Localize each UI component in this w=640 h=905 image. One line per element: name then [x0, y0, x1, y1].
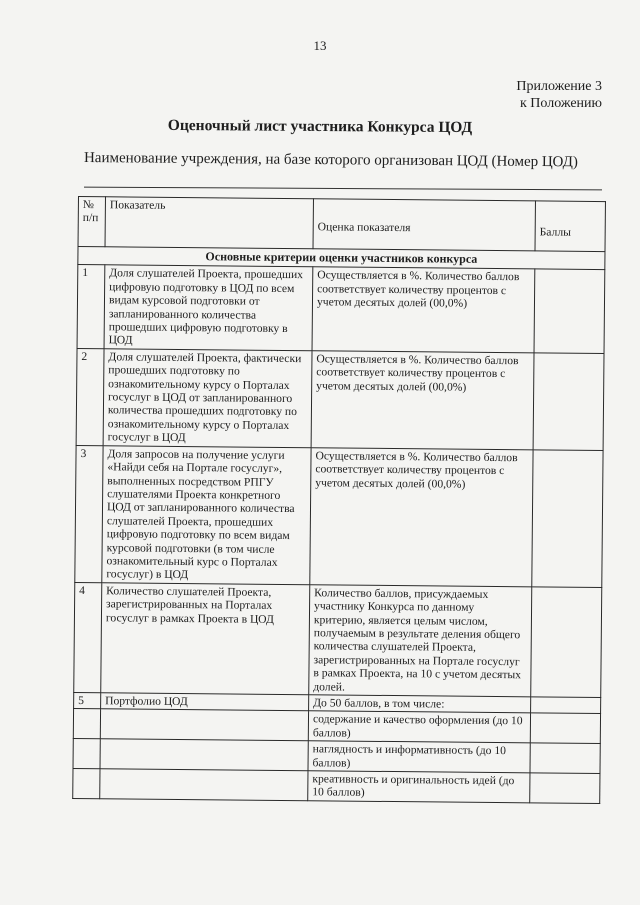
- evaluation-table: [72, 196, 606, 804]
- evaluation-table-wrapper: [72, 196, 605, 804]
- subrow-points: [530, 713, 600, 743]
- subrow-indicator: [100, 769, 308, 801]
- institution-label: Наименование учреждения, на базе которого организован ЦОД (Номер ЦОД): [83, 150, 578, 171]
- row-estimation: Осуществляется в %. Количество баллов соответствует количеству процентов с учетом десятых долей (00,0%): [311, 351, 534, 450]
- row-points: [532, 450, 603, 588]
- row-points: [531, 587, 602, 698]
- subrow-indicator: [100, 739, 308, 771]
- appendix-line-1: Приложение 3: [516, 79, 602, 94]
- header-estimation: Оценка показателя: [313, 199, 535, 251]
- table-header-row: [78, 197, 605, 252]
- row-indicator: Доля слушателей Проекта, фактически прошедших подготовку по ознакомительному курсу о Порталах госуслуг в ЦОД от запланированного количества прошедших подготовку по ознакомительному курсу о Порталах госуслуг в ЦОД: [103, 349, 312, 448]
- subrow-num: [73, 769, 100, 799]
- row-points: [531, 697, 601, 714]
- section-title: Основные критерии оценки участников конкурса: [78, 247, 605, 270]
- appendix-line-2: к Положению: [519, 96, 602, 111]
- row-indicator: Доля слушателей Проекта, прошедших цифровую подготовку в ЦОД по всем видам курсовой подготовки от запланированного количества прошедших цифровую подготовку в ЦОД: [104, 265, 313, 350]
- table-row: [75, 445, 603, 587]
- row-points: [533, 353, 604, 451]
- table-row: [77, 265, 605, 353]
- subrow-num: [73, 709, 100, 739]
- subrow-points: [530, 743, 600, 773]
- document-title: Оценочный лист участника Конкурса ЦОД: [167, 116, 473, 137]
- row-indicator: Количество слушателей Проекта, зарегистрированных на Порталах госуслуг в рамках Проекта в ЦОД: [101, 582, 310, 694]
- subrow-estimation: креативность и оригинальность идей (до 10 баллов): [308, 771, 530, 803]
- page-number: 13: [313, 38, 327, 53]
- header-points: Баллы: [535, 201, 605, 252]
- row-estimation: Количество баллов, присуждаемых участнику Конкурса по данному критерию, является целым числом, получаемым в результате деления общего количества слушателей Проекта, зарегистрированных на Портале госуслуг в рамках Проекта, на 10 с учетом десятых долей.: [309, 584, 532, 696]
- subrow-indicator: [100, 709, 308, 741]
- row-indicator: Доля запросов на получение услуги «Найди себя на Портале госуслуг», выполненных посредством РПГУ слушателями Проекта конкретного ЦОД от запланированного количества слушателей Проекта, прошедших цифровую подготовку по всем видам курсовой подготовки (в том числе ознакомительный курс о Порталах госуслуг) в ЦОД: [102, 445, 311, 584]
- subrow-estimation: содержание и качество оформления (до 10 баллов): [308, 711, 530, 743]
- row-estimation: Осуществляется в %. Количество баллов соответствует количеству процентов с учетом десятых долей (00,0%): [312, 267, 535, 353]
- table-row: [74, 582, 602, 697]
- table-row: [76, 348, 604, 450]
- row-num: 3: [75, 445, 103, 582]
- row-indicator: Портфолио ЦОД: [101, 693, 309, 711]
- row-points: [534, 269, 605, 353]
- row-num: 4: [74, 582, 102, 693]
- subrow-points: [530, 773, 600, 803]
- row-estimation: До 50 баллов, в том числе:: [309, 695, 531, 714]
- subrow-estimation: наглядность и информативность (до 10 баллов): [308, 741, 530, 773]
- row-estimation: Осуществляется в %. Количество баллов соответствует количеству процентов с учетом десятых долей (00,0%): [310, 447, 533, 586]
- subrow-num: [73, 739, 100, 769]
- portfolio-subrow: [73, 769, 600, 804]
- institution-fill-line: [84, 187, 602, 191]
- appendix-reference: [516, 78, 602, 112]
- header-num: № п/п: [78, 197, 105, 247]
- row-num: 1: [77, 265, 105, 349]
- row-num: 5: [74, 692, 101, 709]
- row-num: 2: [76, 348, 104, 445]
- header-indicator: Показатель: [105, 197, 313, 249]
